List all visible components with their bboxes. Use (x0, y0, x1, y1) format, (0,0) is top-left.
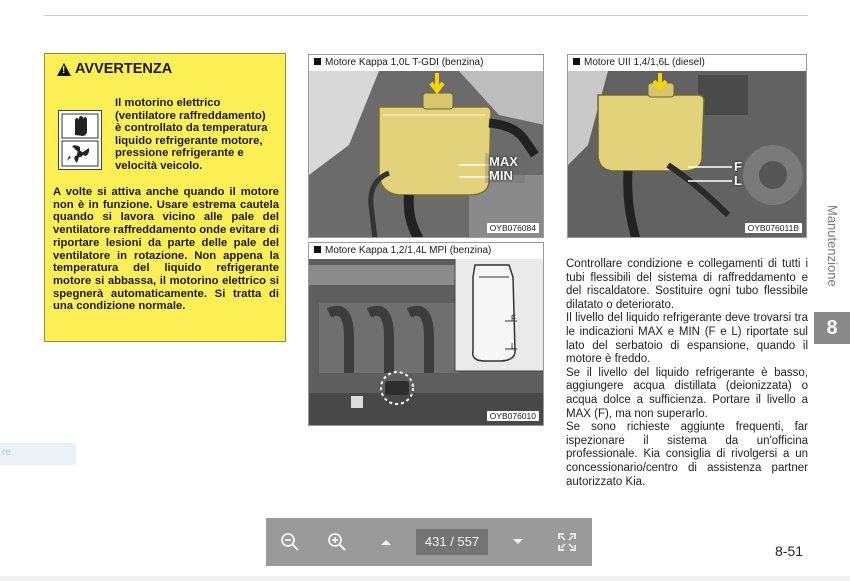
warning-body: A volte si attiva anche quando il motore non è in funzione. Usare estrema cautela quando si lavora vicino alle pale del ventilatore raffreddamento onde evitare di riportare lesioni da parte delle pale del ventilatore in rotazione. Non appena la temperatura del liquido refrigerante motore si abbassa, il motorino elettrico si spegnerà automaticamente. Si tratta di una condizione normale. (53, 186, 279, 313)
fan-hazard-icon (58, 110, 102, 170)
side-panel-tab-text: re (2, 447, 11, 458)
side-panel-tab[interactable] (0, 443, 76, 465)
chapter-tab: 8 (814, 312, 850, 344)
figure-uii-diesel (567, 54, 807, 238)
figure-code: OYB076010 (487, 411, 539, 421)
figure-kappa-mpi (308, 242, 544, 426)
zoom-out-button[interactable] (276, 528, 304, 556)
figure-caption: Motore Kappa 1,0L T-GDI (benzina) (309, 55, 543, 71)
next-page-button[interactable] (504, 528, 532, 556)
engine-bay-illustration (309, 243, 544, 426)
warning-triangle-icon: ! (57, 63, 71, 76)
warning-box (44, 53, 286, 342)
fullscreen-button[interactable] (553, 528, 581, 556)
zoom-in-button[interactable] (323, 528, 351, 556)
min-label: MIN (489, 168, 513, 183)
section-side-label: Manutenzione (825, 205, 840, 287)
page-down-icon (511, 537, 525, 547)
page-indicator[interactable]: 431 / 557 (416, 529, 488, 555)
warning-title: AVVERTENZA (75, 61, 173, 77)
zoom-in-icon (327, 532, 347, 552)
l-label: L (734, 173, 742, 188)
warning-heading (57, 61, 172, 77)
page-up-icon (379, 537, 393, 547)
figure-code: OYB076084 (487, 223, 539, 233)
figure-caption: Motore UII 1,4/1,6L (diesel) (568, 55, 806, 71)
warning-subtext: Il motorino elettrico (ventilatore raffreddamento) è controllato da temperatura liquido refrigerante motore, pressione refrigerante e velocità veicolo. (115, 97, 268, 172)
page-number: 8-51 (775, 543, 804, 559)
zoom-out-icon (280, 532, 300, 552)
figure-kappa-tgdi (308, 54, 544, 238)
body-text (566, 258, 808, 489)
f-label: F (511, 314, 516, 323)
l-label: L (511, 342, 516, 351)
previous-page-button[interactable] (372, 528, 400, 556)
diesel-reservoir-illustration (568, 55, 807, 238)
max-label: MAX (489, 154, 518, 169)
bottom-strip (0, 576, 850, 581)
paragraph: Il livello del liquido refrigerante deve trovarsi tra le indicazioni MAX e MIN (F e L) riportate sul lato del serbatoio di espansione, quando il motore è freddo. (566, 312, 808, 366)
header-rule (44, 15, 808, 16)
paragraph: Controllare condizione e collegamenti di tutti i tubi flessibili del sistema di raffreddamento e del riscaldatore. Sostituire ogni tubo flessibile dilatato o deteriorato. (566, 258, 808, 311)
figure-code: OYB076011B (745, 223, 802, 233)
coolant-reservoir-illustration (309, 55, 544, 238)
viewer-toolbar (266, 518, 592, 566)
figure-caption: Motore Kappa 1,2/1,4L MPI (benzina) (309, 243, 543, 259)
paragraph: Se il livello del liquido refrigerante è basso, aggiungere acqua distillata (deionizzata) o acqua dolce a sufficienza. Portare il livello a MAX (F), ma non superarlo. (566, 366, 808, 420)
fullscreen-icon (557, 532, 577, 552)
paragraph: Se sono richieste aggiunte frequenti, far ispezionare il sistema da un'officina professionale. Kia consiglia di rivolgersi a un concessionario/centro di assistenza partner autorizzato Kia. (566, 421, 808, 488)
f-label: F (734, 159, 742, 174)
